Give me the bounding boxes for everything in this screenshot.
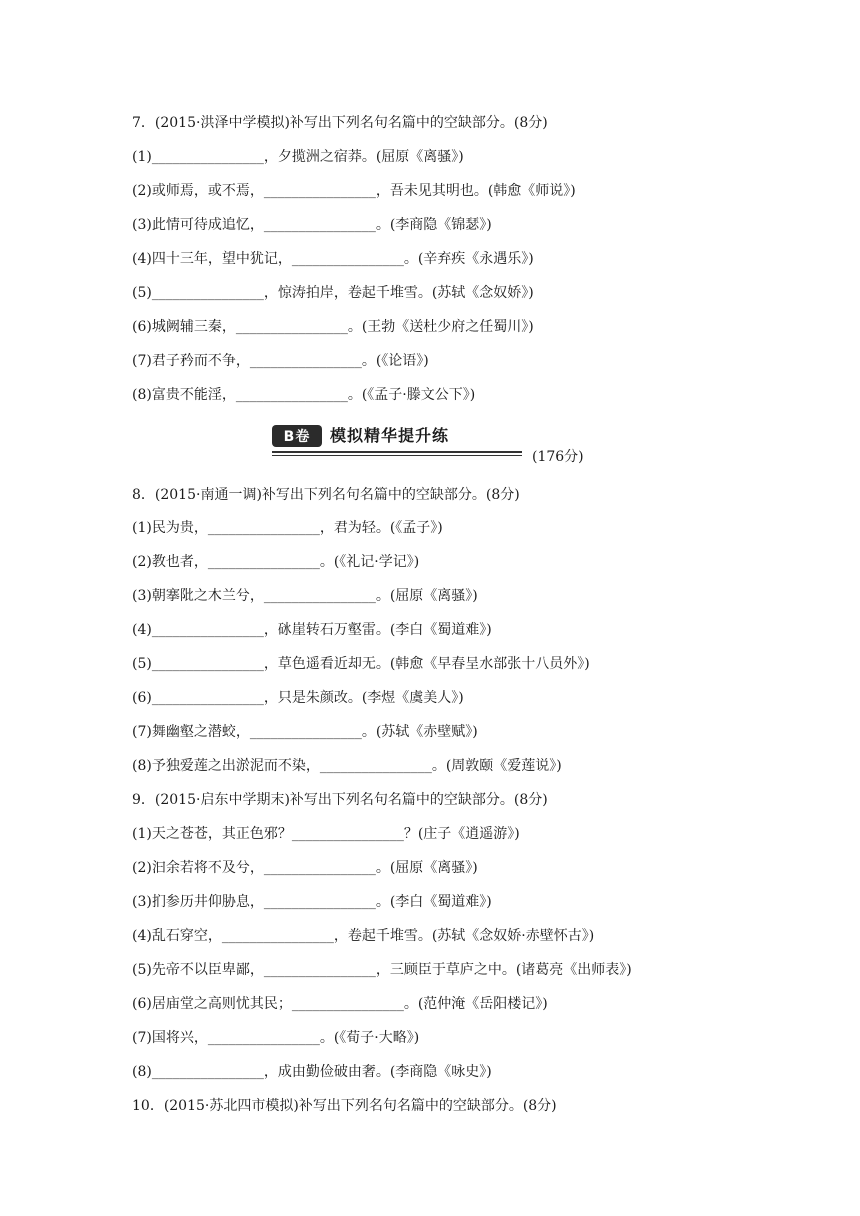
question-8-item-4: (4)________________，砯崖转石万壑雷。(李白《蜀道难》) — [132, 622, 492, 638]
question-9-item-3: (3)扪参历井仰胁息，________________。(李白《蜀道难》) — [132, 894, 492, 910]
question-7-item-7: (7)君子矜而不争，________________。(《论语》) — [132, 353, 429, 369]
question-8-item-6: (6)________________，只是朱颜改。(李煜《虞美人》) — [132, 690, 464, 706]
question-8-heading: 8．(2015·南通一调)补写出下列名句名篇中的空缺部分。(8分) — [132, 487, 520, 503]
section-b-divider — [272, 451, 522, 457]
section-b-title: 模拟精华提升练 — [330, 426, 450, 445]
question-8-item-7: (7)舞幽壑之潜蛟，________________。(苏轼《赤壁赋》) — [132, 724, 478, 740]
question-8-item-5: (5)________________，草色遥看近却无。(韩愈《早春呈水部张十八员外》) — [132, 656, 590, 672]
question-9-item-4: (4)乱石穿空，________________，卷起千堆雪。(苏轼《念奴娇·赤壁怀古》) — [132, 928, 595, 944]
question-8-item-2: (2)教也者，________________。(《礼记·学记》) — [132, 554, 420, 570]
question-9-item-1: (1)天之苍苍，其正色邪？________________？(庄子《逍遥游》) — [132, 826, 520, 842]
question-9-item-8: (8)________________，成由勤俭破由奢。(李商隐《咏史》) — [132, 1064, 492, 1080]
question-8-item-3: (3)朝搴阰之木兰兮，________________。(屈原《离骚》) — [132, 588, 478, 604]
section-b-banner — [272, 425, 526, 465]
question-7-item-1: (1)________________，夕揽洲之宿莽。(屈原《离骚》) — [132, 149, 464, 165]
section-b-score: (176分) — [532, 449, 584, 465]
question-7-item-8: (8)富贵不能淫，________________。(《孟子·滕文公下》) — [132, 387, 476, 403]
question-9-item-7: (7)国将兴，________________。(《荀子·大略》) — [132, 1030, 420, 1046]
question-9-item-5: (5)先帝不以臣卑鄙，________________，三顾臣于草庐之中。(诸葛亮《出师表》) — [132, 962, 632, 978]
question-8-item-1: (1)民为贵，________________，君为轻。(《孟子》) — [132, 520, 443, 536]
question-8-item-8: (8)予独爱莲之出淤泥而不染，________________。(周敦颐《爱莲说》) — [132, 758, 562, 774]
section-b-badge: B卷 — [272, 425, 322, 447]
question-7-heading: 7．(2015·洪泽中学模拟)补写出下列名句名篇中的空缺部分。(8分) — [132, 115, 548, 131]
question-7-item-6: (6)城阙辅三秦，________________。(王勃《送杜少府之任蜀川》) — [132, 319, 534, 335]
question-7-item-5: (5)________________，惊涛拍岸，卷起千堆雪。(苏轼《念奴娇》) — [132, 285, 534, 301]
question-9-heading: 9．(2015·启东中学期末)补写出下列名句名篇中的空缺部分。(8分) — [132, 792, 548, 808]
question-7-item-2: (2)或师焉，或不焉，________________，吾未见其明也。(韩愈《师说》) — [132, 183, 576, 199]
question-7-item-3: (3)此情可待成追忆，________________。(李商隐《锦瑟》) — [132, 217, 492, 233]
question-9-item-2: (2)汩余若将不及兮，________________。(屈原《离骚》) — [132, 860, 478, 876]
question-9-item-6: (6)居庙堂之高则忧其民；________________。(范仲淹《岳阳楼记》) — [132, 996, 548, 1012]
question-10-heading: 10．(2015·苏北四市模拟)补写出下列名句名篇中的空缺部分。(8分) — [132, 1098, 557, 1114]
question-7-item-4: (4)四十三年，望中犹记，________________。(辛弃疾《永遇乐》) — [132, 251, 534, 267]
